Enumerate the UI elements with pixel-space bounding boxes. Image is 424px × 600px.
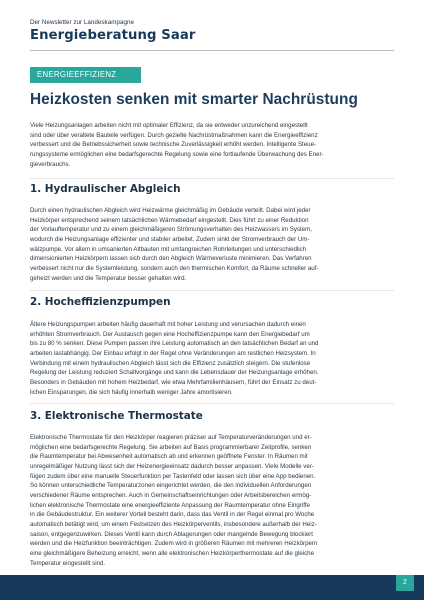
body-line: Elektronische Thermostate für den Heizkörper reagieren präziser auf Temperaturveränderungen und er- xyxy=(30,434,312,441)
body-line: Verbindung mit einem hydraulischen Abgleich lässt sich die Effizienz zusätzlich steigern. Die stufenlose xyxy=(30,359,311,367)
intro-line: Viele Heizungsanlagen arbeiten nicht mit optimaler Effizienz, da sie entweder unzureichend eingestellt xyxy=(30,122,308,129)
footer-band xyxy=(0,575,424,600)
body-line: dimensionierten Heizkörpern lassen sich durch den Abgleich Wärmeverluste minimieren. Das Verfahren xyxy=(30,255,312,263)
body-line: die Raumtemperatur bei Abwesenheit automatisch ab und erkennen geöffnete Fenster. In Räumen mit xyxy=(30,453,308,461)
body-line: fügen zudem über eine manuelle Steuerfunktion per Tastenfeld oder lassen sich über eine App bedienen. xyxy=(30,472,316,480)
body-line: in die Gebäudestruktur. Ein weiterer Vorteil besteht darin, dass das Ventil in der Regel einmal pro Woche xyxy=(30,511,315,519)
body-line: Durch einen hydraulischen Abgleich wird Heizwärme gleichmäßig im Gebäude verteilt. Dabei wird jeder xyxy=(30,207,311,214)
section-body-hydraulic xyxy=(30,206,396,283)
body-line: eine gleichmäßigere Beheizung erreicht, wenn alle elektronischen Heizkörperthermostate auf die gleiche xyxy=(30,549,314,557)
body-line: bis zu 80 % senken. Diese Pumpen passen ihre Leistung automatisch an den tatsächlichen Bedarf an und xyxy=(30,340,319,348)
newsletter-kicker: Der Newsletter zur Landeskampagne xyxy=(30,19,134,26)
body-line: So können unterschiedliche Temperaturzonen eingerichtet werden, die den individuellen Anforderungen xyxy=(30,482,312,490)
body-line: lichen elektronische Thermostate eine energieeffiziente Anpassung der Raumtemperatur ohne Eingriffe xyxy=(30,501,310,509)
body-line: geheizt werden und die Temperatur besser gehalten wird. xyxy=(30,274,187,282)
body-line: verbessert nicht nur die Systemleistung, sondern auch den thermischen Komfort, da Räume schneller auf- xyxy=(30,264,319,272)
intro-line: verbessert und die Betriebssicherheit sowie technische Zuverlässigkeit erhöht werden. Intelligente Steue- xyxy=(30,141,317,149)
page-number: 2 xyxy=(396,575,414,591)
category-badge: ENERGIEEFFIZIENZ xyxy=(30,67,141,83)
body-line: Regelung der Leistung reduziert Schaltvorgänge und kann die Lebensdauer der Heizungsanlage erhöhen. xyxy=(30,369,319,377)
section-divider xyxy=(30,403,394,404)
body-line: Ältere Heizungspumpen arbeiten häufig dauerhaft mit hoher Leistung und verursachen dadurch einen xyxy=(30,321,306,328)
body-line: möglichen eine bedarfsgerechte Regelung. Sie arbeiten auf Basis programmierbarer Zeitprofile, senken xyxy=(30,443,312,451)
intro-line: sind oder über veraltete Bauteile verfügen. Durch gezielte Nachrüstmaßnahmen kann die Energieeffizienz xyxy=(30,131,318,139)
body-line: wodurch die Heizungsanlage effizienter und stabiler arbeitet. Zudem sinkt der Stromverbrauch der Um- xyxy=(30,235,310,243)
section-heading-hydraulic: 1. Hydraulischer Abgleich xyxy=(30,183,181,195)
body-line: unregelmäßiger Nutzung lässt sich der Heizenergieeinsatz dadurch besser anpassen. Viele Modelle ver- xyxy=(30,462,314,470)
body-line: erhöhten Stromverbrauch. Der Austausch gegen eine Hocheffizienzpumpe kann den Energiebedarf um xyxy=(30,330,310,338)
body-line: saison, entgegenzuwirken. Dieses Ventil kann durch Ablagerungen oder mangelnde Bewegung blockiert xyxy=(30,530,313,538)
body-line: wälzpumpe. Vor allem in umsanierten Altbauten mit umfangreichen Rohrleitungen und unterschiedlich xyxy=(30,245,307,253)
intro-paragraph xyxy=(30,121,396,169)
masthead-title: Energieberatung Saar xyxy=(30,28,196,43)
section-body-thermostats xyxy=(30,433,396,568)
header-rule xyxy=(30,50,394,51)
body-line: lichen Einsparungen, die sich häufig innerhalb weniger Jahre amortisieren. xyxy=(30,388,233,396)
body-line: verschiedener Räume entsprechen. Auch in Gemeinschaftseinrichtungen oder Arbeitsbereichen ermög- xyxy=(30,491,312,499)
section-divider xyxy=(30,178,394,179)
section-heading-thermostats: 3. Elektronische Thermostate xyxy=(30,410,203,422)
section-heading-pumps: 2. Hocheffizienzpumpen xyxy=(30,296,171,308)
body-line: automatisch betätigt wird, um einem Festsetzen des Heizkörperventils, insbesondere außerhalb der Heiz- xyxy=(30,520,317,528)
section-body-pumps xyxy=(30,320,396,397)
body-line: Temperatur eingestellt sind. xyxy=(30,559,106,567)
body-line: der Vorlauftemperatur und zu einem gleichmäßigeren Strömungsverhalten des Heizwassers im System, xyxy=(30,226,312,234)
article-headline: Heizkosten senken mit smarter Nachrüstung xyxy=(30,91,358,108)
body-line: Heizkörper entsprechend seinem tatsächlichen Wärmebedarf eingestellt. Dies führt zu einer Reduktion xyxy=(30,216,309,224)
intro-line: rungssysteme ermöglichen eine bedarfsgerechte Regelung sowie eine fortlaufende Überwachung des Ener- xyxy=(30,150,324,158)
body-line: arbeiten lastabhängig. Der Einbau erfolgt in der Regel ohne Veränderungen am restlichen Heizsystem. In xyxy=(30,349,316,357)
body-line: werden und die Heizfunktion beeinträchtigen. Zudem wird in größeren Räumen mit mehreren Heizkörpern xyxy=(30,540,318,548)
body-line: Besonders in Gebäuden mit hohem Heizbedarf, wie etwa Mehrfamilienhäusern, führt der Einsatz zu deut- xyxy=(30,378,317,386)
intro-line: gieverbrauchs. xyxy=(30,160,71,168)
section-divider xyxy=(30,290,394,291)
